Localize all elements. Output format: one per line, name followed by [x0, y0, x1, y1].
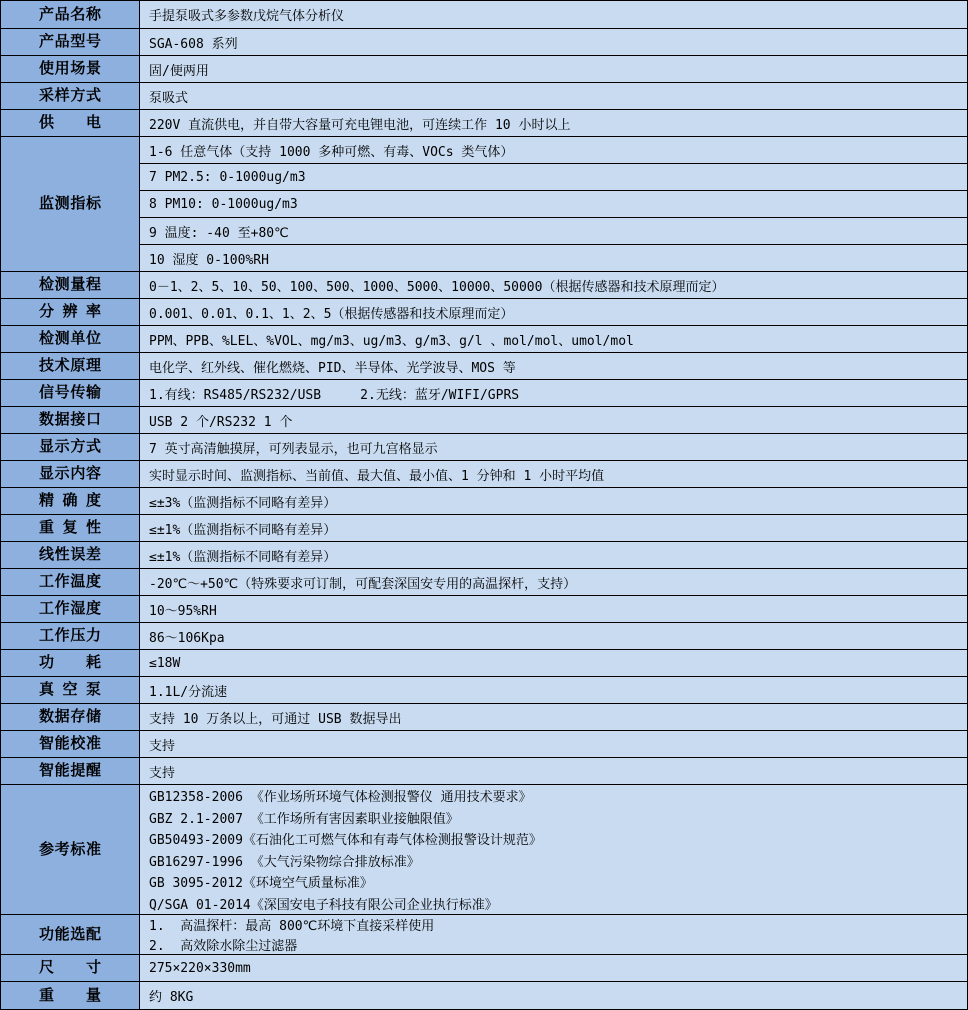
row-dimensions: [1, 954, 967, 981]
value-text: 1.有线：RS485/RS232/USB 2.无线：蓝牙/WIFI/GPRS: [149, 387, 520, 403]
row-detection-units: [1, 325, 967, 352]
value-text: 7 英寸高清触摸屏，可列表显示，也可九宫格显示: [149, 441, 438, 457]
label-text: 使用场景: [39, 60, 101, 77]
label-monitoring-indicators: [1, 137, 140, 271]
row-weight: [1, 981, 967, 1009]
row-data-storage: [1, 703, 967, 730]
value-text: 10～95%RH: [149, 603, 217, 619]
value-optional-features: [140, 915, 967, 954]
label-display-mode: [1, 434, 140, 460]
value-text: 电化学、红外线、催化燃烧、PID、半导体、光学波导、MOS 等: [149, 360, 516, 376]
row-monitoring-indicators: [1, 136, 967, 271]
value-power-supply: [140, 110, 967, 136]
row-display-content: [1, 460, 967, 487]
label-detection-units: [1, 326, 140, 352]
row-detection-range: [1, 271, 967, 298]
label-working-temperature: [1, 569, 140, 595]
value-technical-principle: [140, 353, 967, 379]
label-text: 供电: [39, 114, 101, 131]
label-text: 精确度: [39, 492, 101, 509]
row-working-pressure: [1, 622, 967, 649]
label-text: 线性误差: [39, 546, 101, 563]
value-text: ≤±1%（监测指标不同略有差异）: [149, 522, 337, 538]
value-working-pressure: [140, 623, 967, 649]
value-product-name: [140, 1, 967, 28]
label-text: 重复性: [39, 519, 101, 536]
value-text: 手提泵吸式多参数戊烷气体分析仪: [149, 9, 345, 24]
value-text: 固/便两用: [149, 63, 209, 79]
monitoring-item-temperature: 9 温度: -40 至+80℃: [140, 217, 967, 244]
label-text: 采样方式: [39, 87, 101, 104]
row-usage-scene: [1, 55, 967, 82]
label-linearity-error: [1, 542, 140, 568]
value-dimensions: [140, 955, 967, 981]
row-accuracy: [1, 487, 967, 514]
row-optional-features: [1, 914, 967, 954]
label-vacuum-pump: [1, 677, 140, 703]
label-data-interface: [1, 407, 140, 433]
value-accuracy: [140, 488, 967, 514]
value-linearity-error: [140, 542, 967, 568]
value-text: 支持: [149, 738, 176, 754]
value-text: 泵吸式: [149, 90, 189, 106]
value-text: 86～106Kpa: [149, 630, 225, 646]
label-smart-reminder: [1, 758, 140, 784]
value-usage-scene: [140, 56, 967, 82]
label-product-name: [1, 1, 140, 28]
label-model: [1, 29, 140, 55]
label-weight: [1, 982, 140, 1009]
optional-feature-line: 2. 高效除水除尘过滤器: [149, 938, 298, 954]
value-detection-units: [140, 326, 967, 352]
label-text: 智能校准: [39, 735, 101, 752]
label-dimensions: [1, 955, 140, 981]
row-product-name: [1, 1, 967, 28]
value-text: 约 8KG: [149, 990, 194, 1005]
value-smart-calibration: [140, 731, 967, 757]
value-detection-range: [140, 272, 967, 298]
optional-feature-line: 1. 高温探杆：最高 800℃环境下直接采样使用: [149, 919, 435, 935]
label-power-supply: [1, 110, 140, 136]
value-text: 实时显示时间、监测指标、当前值、最大值、最小值、1 分钟和 1 小时平均值: [149, 468, 605, 484]
label-text: 数据存储: [39, 708, 101, 725]
value-data-storage: [140, 704, 967, 730]
label-signal-transmission: [1, 380, 140, 406]
label-text: 产品型号: [39, 33, 101, 50]
label-text: 显示内容: [39, 465, 101, 482]
value-text: 支持: [149, 765, 176, 781]
value-text: 0.001、0.01、0.1、1、2、5（根据传感器和技术原理而定）: [149, 306, 514, 322]
label-repeatability: [1, 515, 140, 541]
row-vacuum-pump: [1, 676, 967, 703]
row-working-temperature: [1, 568, 967, 595]
row-technical-principle: [1, 352, 967, 379]
label-text: 分辨率: [39, 303, 101, 320]
label-optional-features: [1, 915, 140, 954]
monitoring-item-pm10: 8 PM10: 0-1000ug/m3: [140, 190, 967, 217]
label-text: 技术原理: [39, 357, 101, 374]
value-display-mode: [140, 434, 967, 460]
monitoring-item-pm25: 7 PM2.5: 0-1000ug/m3: [140, 163, 967, 190]
row-sampling-method: [1, 82, 967, 109]
standard-line: GB50493-2009《石油化工可燃气体和有毒气体检测报警设计规范》: [149, 833, 542, 849]
value-monitoring-indicators: [140, 137, 967, 271]
value-signal-transmission: [140, 380, 967, 406]
value-reference-standards: [140, 785, 967, 914]
value-text: -20℃～+50℃（特殊要求可订制，可配套深国安专用的高温探杆，支持）: [149, 576, 577, 592]
label-text: 数据接口: [39, 411, 101, 428]
value-sampling-method: [140, 83, 967, 109]
value-text: USB 2 个/RS232 1 个: [149, 414, 293, 430]
label-text: 工作压力: [39, 627, 101, 644]
label-text: 重量: [39, 986, 101, 1004]
row-reference-standards: [1, 784, 967, 914]
value-working-temperature: [140, 569, 967, 595]
label-text: 尺寸: [39, 959, 101, 976]
label-text: 工作湿度: [39, 600, 101, 617]
label-text: 功能选配: [39, 925, 101, 943]
value-data-interface: [140, 407, 967, 433]
row-power-supply: [1, 109, 967, 136]
label-text: 智能提醒: [39, 762, 101, 779]
row-signal-transmission: [1, 379, 967, 406]
value-power-consumption: [140, 650, 967, 676]
label-text: 信号传输: [39, 384, 101, 401]
label-detection-range: [1, 272, 140, 298]
value-weight: [140, 982, 967, 1009]
label-text: 参考标准: [39, 840, 101, 858]
value-smart-reminder: [140, 758, 967, 784]
standard-line: GB16297-1996 《大气污染物综合排放标准》: [149, 854, 420, 870]
row-linearity-error: [1, 541, 967, 568]
label-accuracy: [1, 488, 140, 514]
label-text: 产品名称: [39, 5, 101, 23]
label-smart-calibration: [1, 731, 140, 757]
value-repeatability: [140, 515, 967, 541]
label-working-pressure: [1, 623, 140, 649]
value-resolution: [140, 299, 967, 325]
standard-line: GB 3095-2012《环境空气质量标准》: [149, 876, 373, 892]
value-text: ≤±1%（监测指标不同略有差异）: [149, 549, 337, 565]
value-text: SGA-608 系列: [149, 36, 238, 52]
value-working-humidity: [140, 596, 967, 622]
value-model: [140, 29, 967, 55]
value-text: ≤±3%（监测指标不同略有差异）: [149, 495, 337, 511]
value-text: ≤18W: [149, 655, 181, 671]
label-text: 检测单位: [39, 330, 101, 347]
row-smart-calibration: [1, 730, 967, 757]
label-resolution: [1, 299, 140, 325]
standard-line: GB12358-2006 《作业场所环境气体检测报警仪 通用技术要求》: [149, 790, 532, 806]
label-data-storage: [1, 704, 140, 730]
label-display-content: [1, 461, 140, 487]
value-display-content: [140, 461, 967, 487]
label-technical-principle: [1, 353, 140, 379]
standard-line: Q/SGA 01-2014《深国安电子科技有限公司企业执行标准》: [149, 897, 498, 913]
value-text: 0－1、2、5、10、50、100、500、1000、5000、10000、50000（根据传感器和技术原理而定）: [149, 279, 725, 295]
label-text: 功耗: [39, 654, 101, 671]
monitoring-item-gases: 1-6 任意气体（支持 1000 多种可燃、有毒、VOCs 类气体）: [149, 144, 514, 160]
label-working-humidity: [1, 596, 140, 622]
value-text: 275×220×330mm: [149, 960, 251, 976]
row-model: [1, 28, 967, 55]
monitoring-item-humidity: 10 湿度 0-100%RH: [140, 244, 967, 271]
value-vacuum-pump: [140, 677, 967, 703]
row-repeatability: [1, 514, 967, 541]
label-text: 显示方式: [39, 438, 101, 455]
row-resolution: [1, 298, 967, 325]
row-power-consumption: [1, 649, 967, 676]
label-text: 检测量程: [39, 276, 101, 293]
label-reference-standards: [1, 785, 140, 914]
standard-line: GBZ 2.1-2007 《工作场所有害因素职业接触限值》: [149, 811, 459, 827]
label-usage-scene: [1, 56, 140, 82]
label-text: 监测指标: [39, 195, 101, 212]
label-power-consumption: [1, 650, 140, 676]
label-sampling-method: [1, 83, 140, 109]
row-smart-reminder: [1, 757, 967, 784]
label-text: 真空泵: [39, 681, 101, 698]
value-text: PPM、PPB、%LEL、%VOL、mg/m3、ug/m3、g/m3、g/l 、mol/mol、umol/mol: [149, 333, 634, 349]
value-text: 220V 直流供电，并自带大容量可充电锂电池，可连续工作 10 小时以上: [149, 117, 571, 133]
value-text: 支持 10 万条以上，可通过 USB 数据导出: [149, 711, 402, 727]
label-text: 工作温度: [39, 573, 101, 590]
row-working-humidity: [1, 595, 967, 622]
value-text: 1.1L/分流速: [149, 684, 228, 700]
row-display-mode: [1, 433, 967, 460]
row-data-interface: [1, 406, 967, 433]
